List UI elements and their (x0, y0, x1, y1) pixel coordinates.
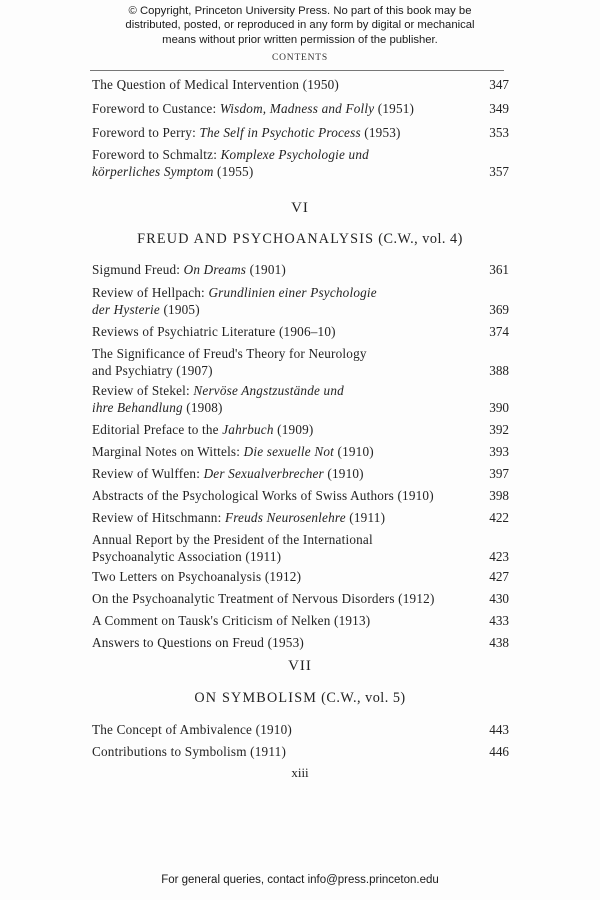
running-head: CONTENTS (271, 53, 328, 63)
toc-entry: Reviews of Psychiatric Literature (1906–10) 374 (92, 324, 509, 339)
toc-entry: The Significance of Freud's Theory for Neurology and Psychiatry (1907) 388 (92, 346, 509, 378)
page-number: 374 (489, 324, 509, 339)
page-number: 443 (489, 722, 509, 737)
page-number: 433 (489, 613, 509, 628)
page-number: 397 (489, 466, 509, 481)
toc-entry: Foreword to Perry: The Self in Psychotic Process (1953) 353 (92, 125, 509, 140)
toc-entry: Sigmund Freud: On Dreams (1901) 361 (92, 262, 509, 277)
toc-entry: Review of Wulffen: Der Sexualverbrecher (1910) 397 (92, 466, 509, 481)
page-number: 390 (489, 400, 509, 415)
copyright-line: distributed, posted, or reproduced in any form by digital or mechanical (125, 19, 475, 32)
toc-entry: Review of Hellpach: Grundlinien einer Psychologie der Hysterie (1905) 369 (92, 285, 509, 317)
page-number: 430 (489, 591, 509, 606)
toc-entry: Two Letters on Psychoanalysis (1912) 427 (92, 569, 509, 584)
page-number: 422 (489, 510, 509, 525)
page-number: 392 (489, 422, 509, 437)
footer-contact: For general queries, contact info@press.princeton.edu (161, 874, 439, 886)
page-number: 427 (489, 569, 509, 584)
toc-entry: Contributions to Symbolism (1911) 446 (92, 744, 509, 759)
toc-entry: Foreword to Schmaltz: Komplexe Psychologie und körperliches Symptom (1955) 357 (92, 147, 509, 179)
copyright-line: © Copyright, Princeton University Press. No part of this book may be (128, 5, 472, 17)
toc-entry: On the Psychoanalytic Treatment of Nervous Disorders (1912) 430 (92, 591, 509, 606)
toc-entry: Annual Report by the President of the International Psychoanalytic Association (1911) 423 (92, 532, 509, 564)
page-number: 438 (489, 635, 509, 650)
toc-entry: Review of Stekel: Nervöse Angstzustände und ihre Behandlung (1908) 390 (92, 383, 509, 415)
page-number: 361 (489, 262, 509, 277)
page-number: 353 (489, 125, 509, 140)
toc-entry: Abstracts of the Psychological Works of Swiss Authors (1910) 398 (92, 488, 509, 503)
part-title: ON SYMBOLISM (C.W., vol. 5) (194, 690, 406, 706)
page-number: 423 (489, 549, 509, 564)
page-folio: xiii (291, 765, 309, 780)
toc-entry: Editorial Preface to the Jahrbuch (1909) 392 (92, 422, 509, 437)
toc-entry: Foreword to Custance: Wisdom, Madness and Folly (1951) 349 (92, 101, 509, 116)
toc-entry: The Concept of Ambivalence (1910) 443 (92, 722, 509, 737)
header-rule (90, 70, 504, 71)
toc-entry: A Comment on Tausk's Criticism of Nelken (1913) 433 (92, 613, 509, 628)
part-title: FREUD AND PSYCHOANALYSIS (C.W., vol. 4) (137, 231, 463, 247)
part-number: VII (288, 658, 312, 674)
page-number: 349 (489, 101, 509, 116)
page-number: 347 (489, 77, 509, 92)
page-number: 357 (489, 164, 509, 179)
page-number: 398 (489, 488, 509, 503)
page-number: 446 (489, 744, 509, 759)
toc-entry: Answers to Questions on Freud (1953) 438 (92, 635, 509, 650)
toc-entry: Review of Hitschmann: Freuds Neurosenlehre (1911) 422 (92, 510, 509, 525)
toc-entry: Marginal Notes on Wittels: Die sexuelle Not (1910) 393 (92, 444, 509, 459)
copyright-line: means without prior written permission of the publisher. (162, 33, 438, 46)
copyright-notice (0, 4, 600, 47)
page-number: 388 (489, 363, 509, 378)
toc-entry: The Question of Medical Intervention (1950) 347 (92, 77, 509, 92)
page-number: 369 (489, 302, 509, 317)
part-number: VI (291, 200, 309, 216)
page-number: 393 (489, 444, 509, 459)
